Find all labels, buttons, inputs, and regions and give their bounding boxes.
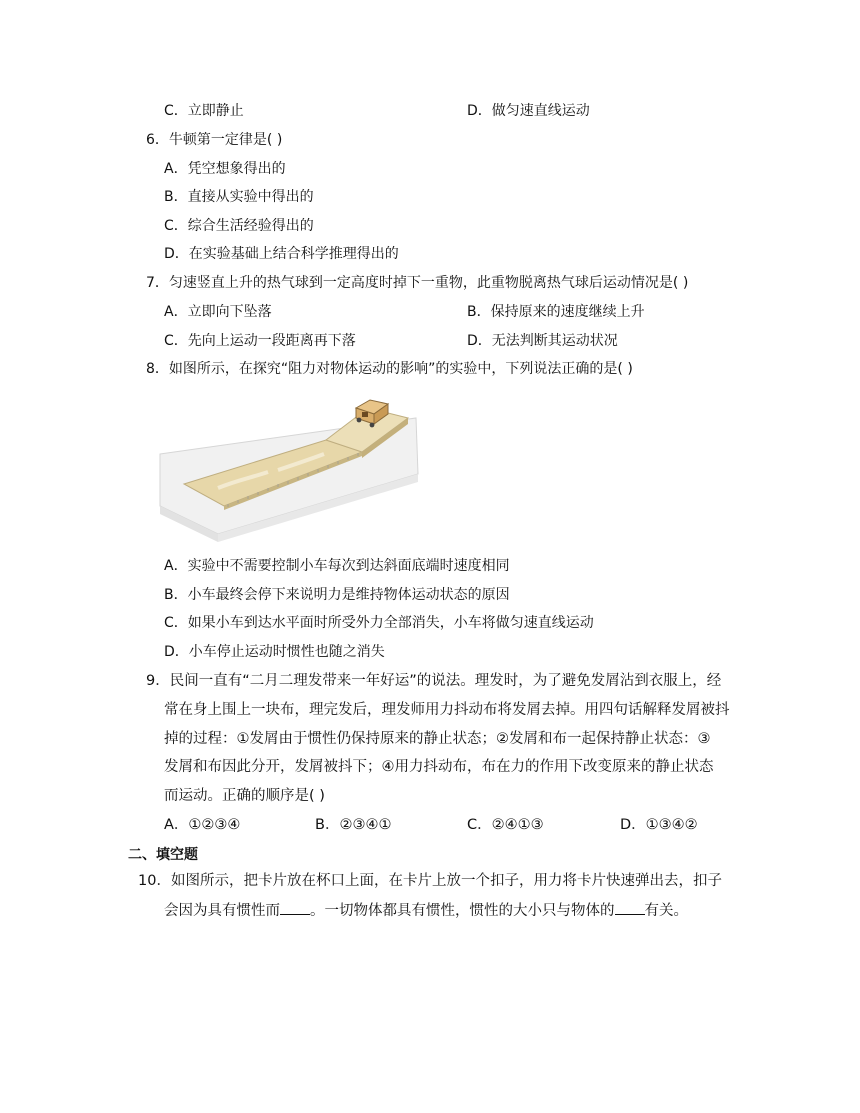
answer-blank-2[interactable] bbox=[615, 900, 645, 915]
q6-option-a: A．凭空想象得出的 bbox=[164, 161, 286, 177]
q5-option-c: C．立即静止 bbox=[164, 103, 244, 119]
q6-option-c: C．综合生活经验得出的 bbox=[164, 218, 314, 234]
q7-stem: 7．匀速竖直上升的热气球到一定高度时掉下一重物，此重物脱离热气球后运动情况是( ) bbox=[146, 275, 689, 291]
q6-option-d: D．在实验基础上结合科学推理得出的 bbox=[164, 246, 399, 262]
q7-option-b: B．保持原来的速度继续上升 bbox=[467, 304, 645, 320]
q9-stem-line-2: 常在身上围上一块布，理完发后，理发师用力抖动布将发屑去掉。用四句话解释发屑被抖 bbox=[164, 702, 730, 718]
q9-option-a: A．①②③④ bbox=[164, 817, 241, 833]
q10-text-part-2: 。一切物体都具有惯性，惯性的大小只与物体的 bbox=[310, 903, 615, 919]
q9-stem-line-1: 9．民间一直有“二月二理发带来一年好运”的说法。理发时，为了避免发屑沾到衣服上，经 bbox=[146, 673, 722, 689]
q10-stem-line-2 bbox=[164, 900, 688, 921]
q9-stem-line-4: 发屑和布因此分开，发屑被抖下；④用力抖动布，布在力的作用下改变原来的静止状态 bbox=[164, 759, 714, 775]
q9-stem-line-3: 掉的过程：①发屑由于惯性仍保持原来的静止状态；②发屑和布一起保持静止状态：③ bbox=[164, 731, 711, 747]
q9-option-b: B．②③④① bbox=[315, 817, 392, 833]
q8-option-d: D．小车停止运动时惯性也随之消失 bbox=[164, 644, 385, 660]
q7-option-c: C．先向上运动一段距离再下落 bbox=[164, 333, 356, 349]
q6-option-b: B．直接从实验中得出的 bbox=[164, 189, 314, 205]
q10-text-part-1: 会因为具有惯性而 bbox=[164, 903, 280, 919]
q10-stem-line-1: 10．如图所示，把卡片放在杯口上面，在卡片上放一个扣子，用力将卡片快速弹出去，扣子 bbox=[138, 873, 722, 889]
q9-option-d: D．①③④② bbox=[620, 817, 698, 833]
ramp-experiment-illustration bbox=[158, 388, 420, 548]
q8-option-a: A．实验中不需要控制小车每次到达斜面底端时速度相同 bbox=[164, 558, 510, 574]
q8-option-c: C．如果小车到达水平面时所受外力全部消失，小车将做匀速直线运动 bbox=[164, 615, 594, 631]
section-title-fill-in: 二、填空题 bbox=[128, 847, 198, 863]
ramp-experiment-figure bbox=[158, 388, 420, 548]
q7-option-a: A．立即向下坠落 bbox=[164, 304, 272, 320]
q7-option-d: D．无法判断其运动状况 bbox=[467, 333, 618, 349]
q9-stem-line-5: 而运动。正确的顺序是( ) bbox=[164, 788, 325, 804]
answer-blank-1[interactable] bbox=[280, 900, 310, 915]
q9-option-c: C．②④①③ bbox=[467, 817, 544, 833]
q6-stem: 6．牛顿第一定律是( ) bbox=[146, 132, 283, 148]
q8-stem: 8．如图所示，在探究“阻力对物体运动的影响”的实验中，下列说法正确的是( ) bbox=[146, 361, 633, 377]
q5-option-d: D．做匀速直线运动 bbox=[467, 103, 590, 119]
q10-text-part-3: 有关。 bbox=[644, 903, 688, 919]
q8-option-b: B．小车最终会停下来说明力是维持物体运动状态的原因 bbox=[164, 587, 510, 603]
